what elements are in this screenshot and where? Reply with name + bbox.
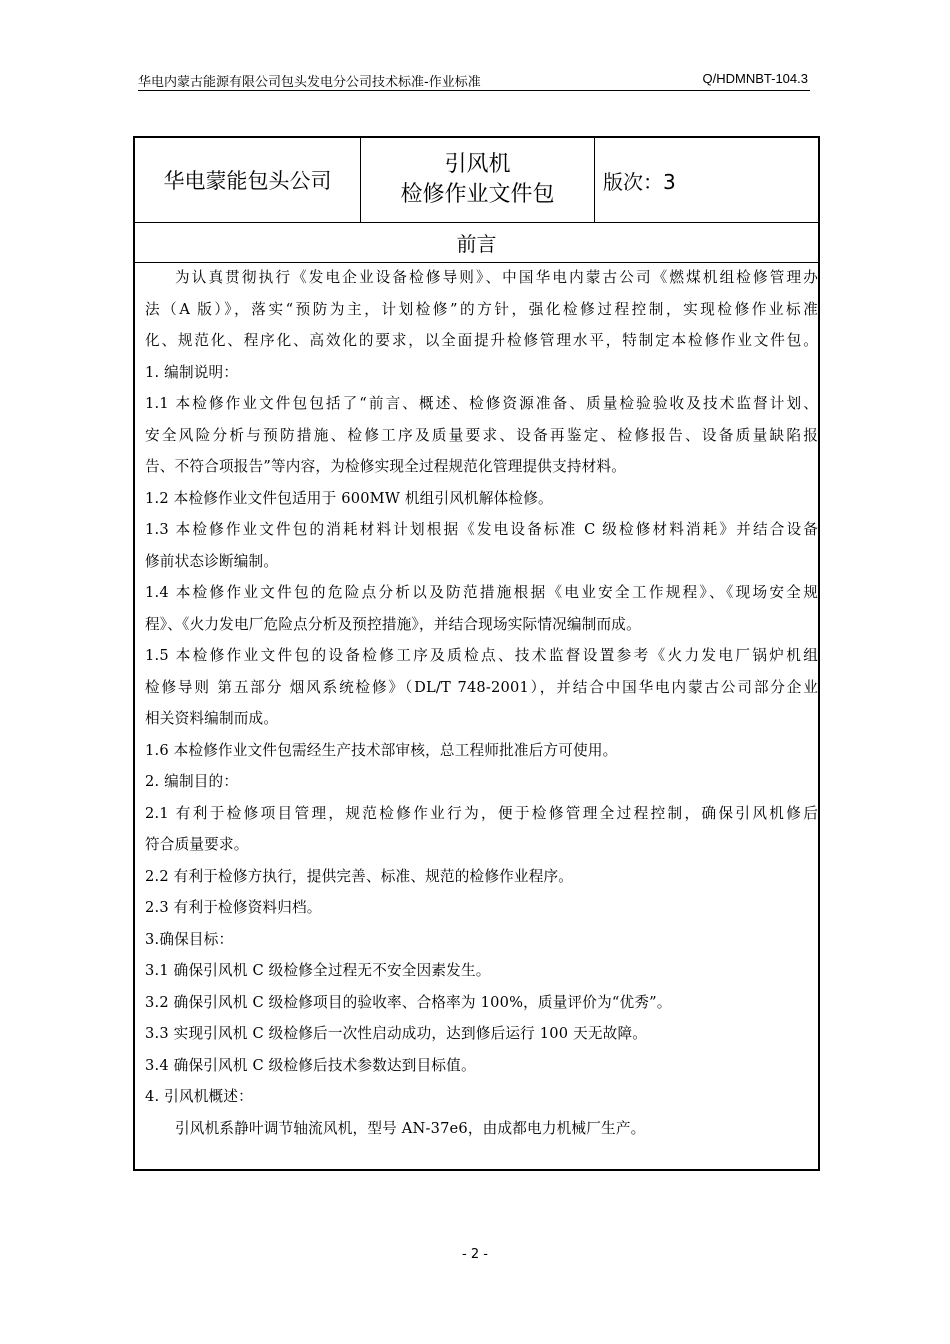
body-line: 1.3 本检修作业文件包的消耗材料计划根据《发电设备标准 C 级检修材料消耗》并结合设备: [145, 521, 818, 538]
title-table: [135, 138, 818, 223]
body-line: 相关资料编制而成。: [145, 710, 279, 727]
body-line: 1.4 本检修作业文件包的危险点分析以及防范措施根据《电业安全工作规程》、《现场安全规: [145, 584, 818, 601]
body-line: 1.1 本检修作业文件包包括了“前言、概述、检修资源准备、质量检验验收及技术监督计划、: [145, 395, 818, 412]
body-line: 2.3 有利于检修资料归档。: [145, 899, 322, 916]
body-line: 1.6 本检修作业文件包需经生产技术部审核，总工程师批准后方可使用。: [145, 741, 618, 759]
version-cell: 版次：3: [603, 169, 676, 194]
body-line: 1. 编制说明：: [145, 363, 239, 381]
body-line: 3.确保目标：: [145, 930, 234, 948]
body-line: 1.2 本检修作业文件包适用于 600MW 机组引风机解体检修。: [145, 489, 553, 507]
body-line: 修前状态诊断编制。: [145, 552, 279, 570]
body-line: 3.1 确保引风机 C 级检修全过程无不安全因素发生。: [145, 962, 491, 979]
title-line-1: 引风机: [444, 152, 511, 177]
body-line: 程》、《火力发电厂危险点分析及预控措施》，并结合现场实际情况编制而成。: [145, 615, 641, 633]
body-line: 3.3 实现引风机 C 级检修后一次性启动成功，达到修后运行 100 天无故障。: [145, 1025, 648, 1042]
body-line: 检修导则 第五部分 烟风系统检修》（DL/T 748-2001），并结合中国华电内蒙古公司部分企业: [145, 678, 818, 696]
body-line: 告、不符合项报告”等内容，为检修实现全过程规范化管理提供支持材料。: [145, 458, 627, 475]
page-number: - 2 -: [462, 1247, 488, 1262]
body-line: 3.2 确保引风机 C 级检修项目的验收率、合格率为 100%，质量评价为“优秀”。: [145, 993, 672, 1011]
preface-heading: 前言: [135, 222, 818, 263]
body-line: 引风机系静叶调节轴流风机，型号 AN-37e6，由成都电力机械厂生产。: [175, 1119, 646, 1137]
title-line-2: 检修作业文件包: [400, 182, 555, 207]
title-cell: [361, 138, 595, 222]
body-line: 符合质量要求。: [145, 836, 249, 853]
body-line: 2. 编制目的：: [145, 773, 239, 790]
header-doc-code: Q/HDMNBT-104.3: [702, 71, 808, 86]
body-line: 化、规范化、程序化、高效化的要求，以全面提升检修管理水平，特制定本检修作业文件包。: [145, 332, 818, 349]
body-line: 4. 引风机概述：: [145, 1088, 253, 1105]
preface-body: [145, 262, 818, 1144]
body-line: 安全风险分析与预防措施、检修工序及质量要求、设备再鉴定、检修报告、设备质量缺陷报: [145, 426, 818, 444]
company-cell: 华电蒙能包头公司: [135, 138, 361, 222]
body-line: 法（A 版）》，落实“预防为主，计划检修”的方针，强化检修过程控制，实现检修作业标准: [145, 300, 818, 318]
header-organization: 华电内蒙古能源有限公司包头发电分公司技术标准-作业标准: [138, 75, 481, 90]
body-line: 3.4 确保引风机 C 级检修后技术参数达到目标值。: [145, 1056, 476, 1074]
body-line: 1.5 本检修作业文件包的设备检修工序及质检点、技术监督设置参考《火力发电厂锅炉机组: [145, 647, 818, 664]
running-header: [138, 70, 810, 91]
document-box: [133, 136, 820, 1171]
body-line: 2.1 有利于检修项目管理，规范检修作业行为，便于检修管理全过程控制，确保引风机修后: [145, 804, 818, 822]
body-line: 2.2 有利于检修方执行，提供完善、标准、规范的检修作业程序。: [145, 867, 574, 885]
body-line: 为认真贯彻执行《发电企业设备检修导则》、中国华电内蒙古公司《燃煤机组检修管理办: [175, 269, 818, 286]
